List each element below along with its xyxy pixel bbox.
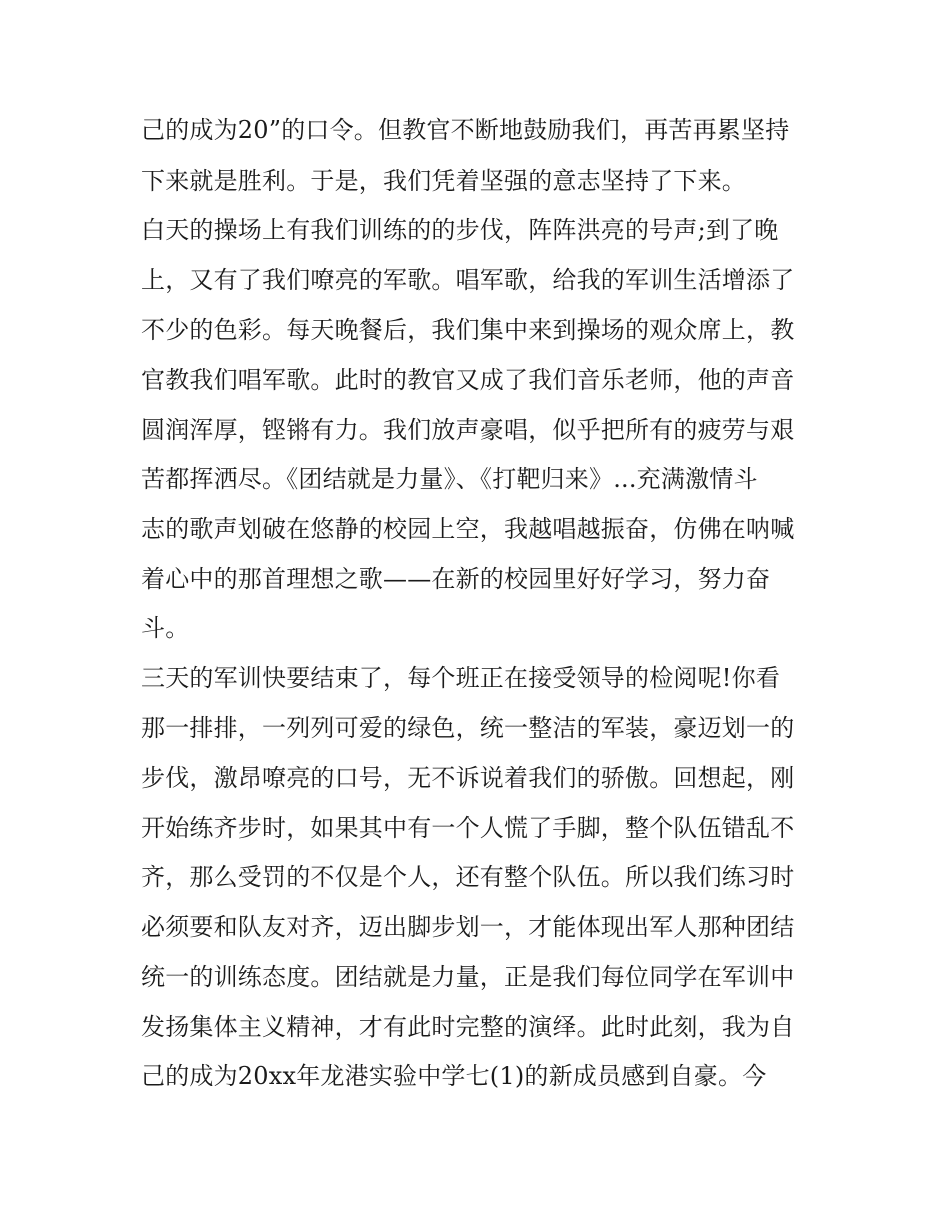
text-line: 开始练齐步时，如果其中有一个人慌了手脚，整个队伍错乱不	[141, 814, 795, 842]
text-line: 上，又有了我们嘹亮的军歌。唱军歌，给我的军训生活增添了	[141, 266, 795, 294]
text-line: 己的成为20”的口令。但教官不断地鼓励我们，再苦再累坚持	[141, 116, 790, 144]
text-line: 三天的军训快要结束了，每个班正在接受领导的检阅呢!你看	[141, 664, 781, 692]
text-line: 发扬集体主义精神，才有此时完整的演绎。此时此刻，我为自	[141, 1013, 795, 1041]
text-line: 统一的训练态度。团结就是力量，正是我们每位同学在军训中	[141, 963, 795, 991]
text-line: 必须要和队友对齐，迈出脚步划一，才能体现出军人那种团结	[141, 913, 795, 941]
text-line: 斗。	[141, 614, 190, 642]
text-line: 圆润浑厚，铿锵有力。我们放声豪唱，似乎把所有的疲劳与艰	[141, 416, 795, 444]
text-line: 步伐，激昂嘹亮的口号，无不诉说着我们的骄傲。回想起，刚	[141, 764, 795, 792]
text-line: 下来就是胜利。于是，我们凭着坚强的意志坚持了下来。	[141, 167, 746, 195]
text-line: 那一排排，一列列可爱的绿色，统一整洁的军装，豪迈划一的	[141, 714, 795, 742]
text-line: 白天的操场上有我们训练的的步伐，阵阵洪亮的号声;到了晚	[141, 216, 779, 244]
text-line: 官教我们唱军歌。此时的教官又成了我们音乐老师，他的声音	[141, 366, 795, 394]
text-line: 己的成为20xx年龙港实验中学七(1)的新成员感到自豪。今	[141, 1062, 767, 1090]
text-line: 苦都挥洒尽。《团结就是力量》、《打靶归来》...充满激情斗	[141, 465, 758, 493]
text-line: 着心中的那首理想之歌——在新的校园里好好学习，努力奋	[141, 565, 771, 593]
text-line: 齐，那么受罚的不仅是个人，还有整个队伍。所以我们练习时	[141, 863, 795, 891]
text-line: 不少的色彩。每天晚餐后，我们集中来到操场的观众席上，教	[141, 316, 795, 344]
text-line: 志的歌声划破在悠静的校园上空，我越唱越振奋，仿佛在呐喊	[141, 515, 795, 543]
